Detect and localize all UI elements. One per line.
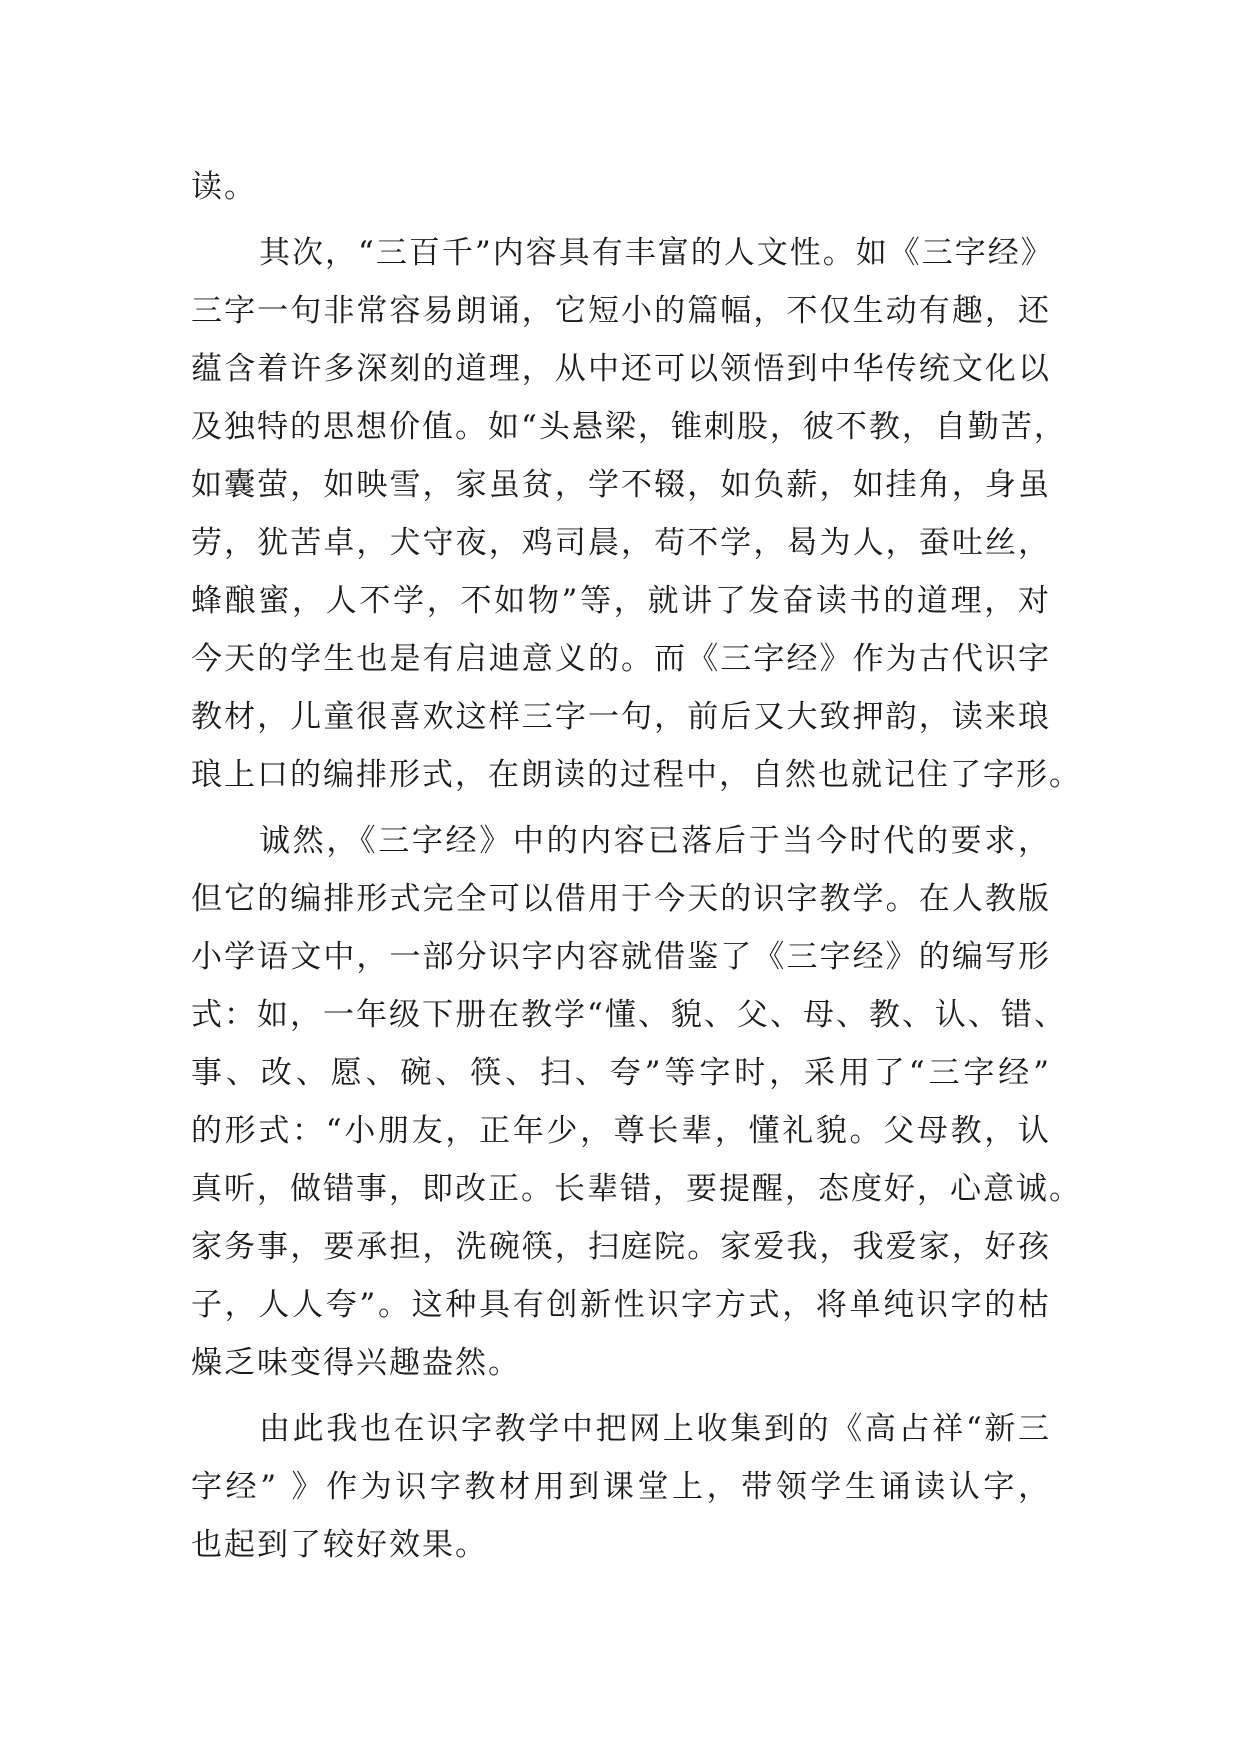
text-line: 诚然，《三字经》中的内容已落后于当今时代的要求， (259, 823, 1051, 859)
text-line: 小学语文中，一部分识字内容就借鉴了《三字经》的编写形 (191, 939, 1051, 975)
text-line: 其次，“三百千”内容具有丰富的人文性。如《三字经》 (259, 235, 1054, 271)
text-line: 家务事，要承担，洗碗筷，扫庭院。家爱我，我爱家，好孩 (191, 1229, 1051, 1265)
paragraph (191, 812, 1082, 1392)
text-line: 但它的编排形式完全可以借用于今天的识字教学。在人教版 (191, 881, 1051, 917)
text-line: 蜂酿蜜，人不学，不如物”等，就讲了发奋读书的道理，对 (191, 583, 1051, 619)
text-line: 也起到了较好效果。 (191, 1527, 488, 1563)
text-line: 三字一句非常容易朗诵，它短小的篇幅，不仅生动有趣，还 (191, 293, 1051, 329)
text-line: 式：如，一年级下册在教学“懂、貌、父、母、教、认、错、 (191, 997, 1067, 1033)
text-line: 由此我也在识字教学中把网上收集到的《高占祥“新三 (259, 1411, 1051, 1447)
text-line: 琅上口的编排形式，在朗读的过程中，自然也就记住了字形。 (191, 757, 1082, 793)
paragraph (191, 224, 1082, 804)
paragraph (191, 1400, 1051, 1574)
text-line: 如囊萤，如映雪，家虽贫，学不辍，如负薪，如挂角，身虽 (191, 467, 1051, 503)
text-line: 读。 (191, 169, 257, 205)
text-line: 今天的学生也是有启迪意义的。而《三字经》作为古代识字 (191, 641, 1051, 677)
text-line: 字经” 》作为识字教材用到课堂上，带领学生诵读认字， (191, 1469, 1051, 1505)
text-line: 及独特的思想价值。如“头悬梁，锥刺股，彼不教，自勤苦， (191, 409, 1067, 445)
document-body (191, 158, 1082, 1574)
text-line: 真听，做错事，即改正。长辈错，要提醒，态度好，心意诚。 (191, 1171, 1082, 1207)
text-line: 事、改、愿、碗、筷、扫、夸”等字时，采用了“三字经” (191, 1055, 1051, 1091)
text-line: 燥乏味变得兴趣盎然。 (191, 1345, 521, 1381)
text-line: 的形式：“小朋友，正年少，尊长辈，懂礼貌。父母教，认 (191, 1113, 1051, 1149)
text-line: 蕴含着许多深刻的道理，从中还可以领悟到中华传统文化以 (191, 351, 1051, 387)
text-line: 子，人人夸”。这种具有创新性识字方式，将单纯识字的枯 (191, 1287, 1051, 1323)
text-line: 教材，儿童很喜欢这样三字一句，前后又大致押韵，读来琅 (191, 699, 1051, 735)
text-line: 劳，犹苦卓，犬守夜，鸡司晨，苟不学，曷为人，蚕吐丝， (191, 525, 1051, 561)
paragraph (191, 158, 1051, 216)
